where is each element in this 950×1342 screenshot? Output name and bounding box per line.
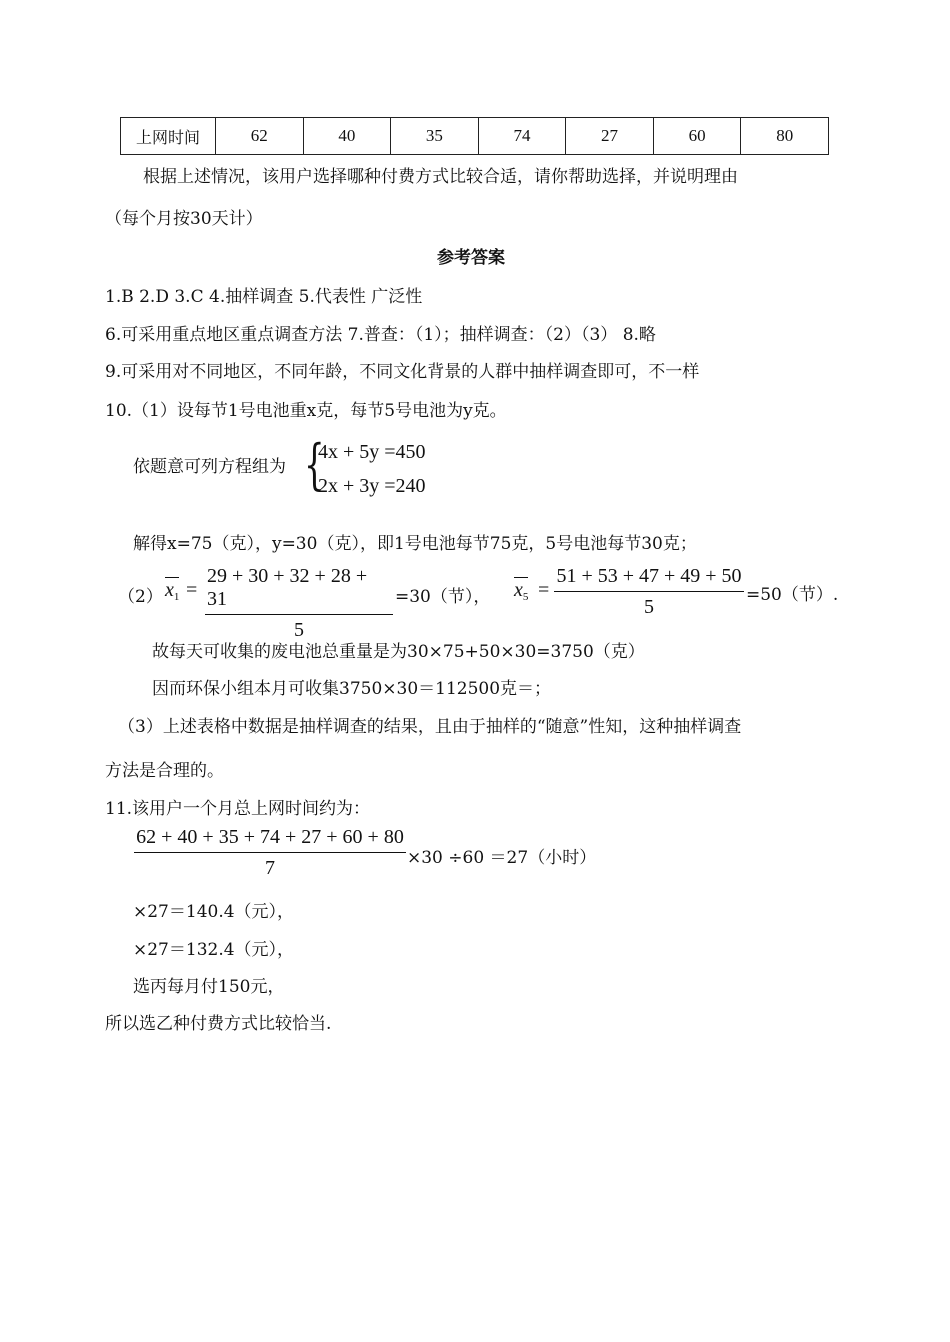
part3-line1: （3）上述表格中数据是抽样调查的结果，且由于抽样的“随意”性知，这种抽样调查 <box>118 717 742 737</box>
answer-9: 9.可采用对不同地区，不同年龄，不同文化背景的人群中抽样调查即可，不一样 <box>105 362 700 382</box>
table-cell: 35 <box>391 118 479 155</box>
mean-x1 <box>165 579 179 603</box>
result-1: =30（节）， <box>395 587 491 607</box>
table-cell: 40 <box>303 118 391 155</box>
fraction-11 <box>134 826 406 880</box>
table-cell: 27 <box>566 118 654 155</box>
equation-intro: 依题意可列方程组为 <box>133 457 286 477</box>
equals-sign: = <box>186 579 198 601</box>
table-header-cell: 上网时间 <box>121 118 216 155</box>
mean-x5 <box>514 579 528 603</box>
equation-1: 4x + 5y =450 <box>318 441 426 463</box>
answer-title: 参考答案 <box>437 248 505 268</box>
answer-11-a: ×27＝140.4（元）， <box>133 902 295 922</box>
internet-time-table <box>120 117 829 155</box>
fraction-2-denominator: 5 <box>644 596 654 618</box>
question-text-cont: （每个月按30天计） <box>105 209 263 229</box>
fraction-2 <box>554 565 744 619</box>
solution-line: 解得x=75（克），y=30（克），即1号电池每节75克，5号电池每节30克； <box>133 534 697 554</box>
mean-x1-symbol: x <box>165 579 174 601</box>
equals-sign: = <box>538 579 550 601</box>
answer-11-rest: ×30 ÷60 ＝27（小时） <box>407 848 597 868</box>
answer-11-conclusion: 所以选乙种付费方式比较恰当. <box>105 1014 332 1034</box>
answer-1-5: 1.B 2.D 3.C 4.抽样调查 5.代表性 广泛性 <box>105 287 423 307</box>
table-cell: 74 <box>478 118 566 155</box>
table-cell: 60 <box>653 118 741 155</box>
fraction-11-numerator: 62 + 40 + 35 + 74 + 27 + 60 + 80 <box>134 826 406 853</box>
answer-11-c: 选丙每月付150元， <box>133 977 285 997</box>
mean-x1-sub: 1 <box>173 591 180 603</box>
table-cell: 80 <box>741 118 829 155</box>
question-text: 根据上述情况，该用户选择哪种付费方式比较合适，请你帮助选择，并说明理由 <box>143 167 738 187</box>
result-2: =50（节）. <box>746 585 839 605</box>
brace-symbol: { <box>304 433 325 496</box>
fraction-1-denominator: 5 <box>294 619 304 641</box>
table-row <box>121 118 829 155</box>
fraction-1-numerator: 29 + 30 + 32 + 28 + 31 <box>205 565 393 615</box>
mean-x5-symbol: x <box>514 579 523 601</box>
answer-11-b: ×27＝132.4（元）， <box>133 940 295 960</box>
fraction-11-denominator: 7 <box>265 857 275 879</box>
equation-2: 2x + 3y =240 <box>318 475 426 497</box>
daily-weight-line: 故每天可收集的废电池总重量是为30×75+50×30=3750（克） <box>152 642 645 662</box>
answer-11: 11.该用户一个月总上网时间约为： <box>105 799 371 819</box>
table-cell: 62 <box>216 118 304 155</box>
part2-label: （2） <box>118 587 163 607</box>
part3-line2: 方法是合理的。 <box>105 761 224 781</box>
answer-6-8: 6.可采用重点地区重点调查方法 7.普查：（1）；抽样调查：（2）（3） 8.略 <box>105 325 656 345</box>
answer-10-part1: 10.（1）设每节1号电池重x克，每节5号电池为y克。 <box>105 401 507 421</box>
monthly-weight-line: 因而环保小组本月可收集3750×30＝112500克＝； <box>152 679 552 699</box>
mean-x5-sub: 5 <box>522 591 529 603</box>
fraction-1 <box>205 565 393 642</box>
fraction-2-numerator: 51 + 53 + 47 + 49 + 50 <box>554 565 743 592</box>
